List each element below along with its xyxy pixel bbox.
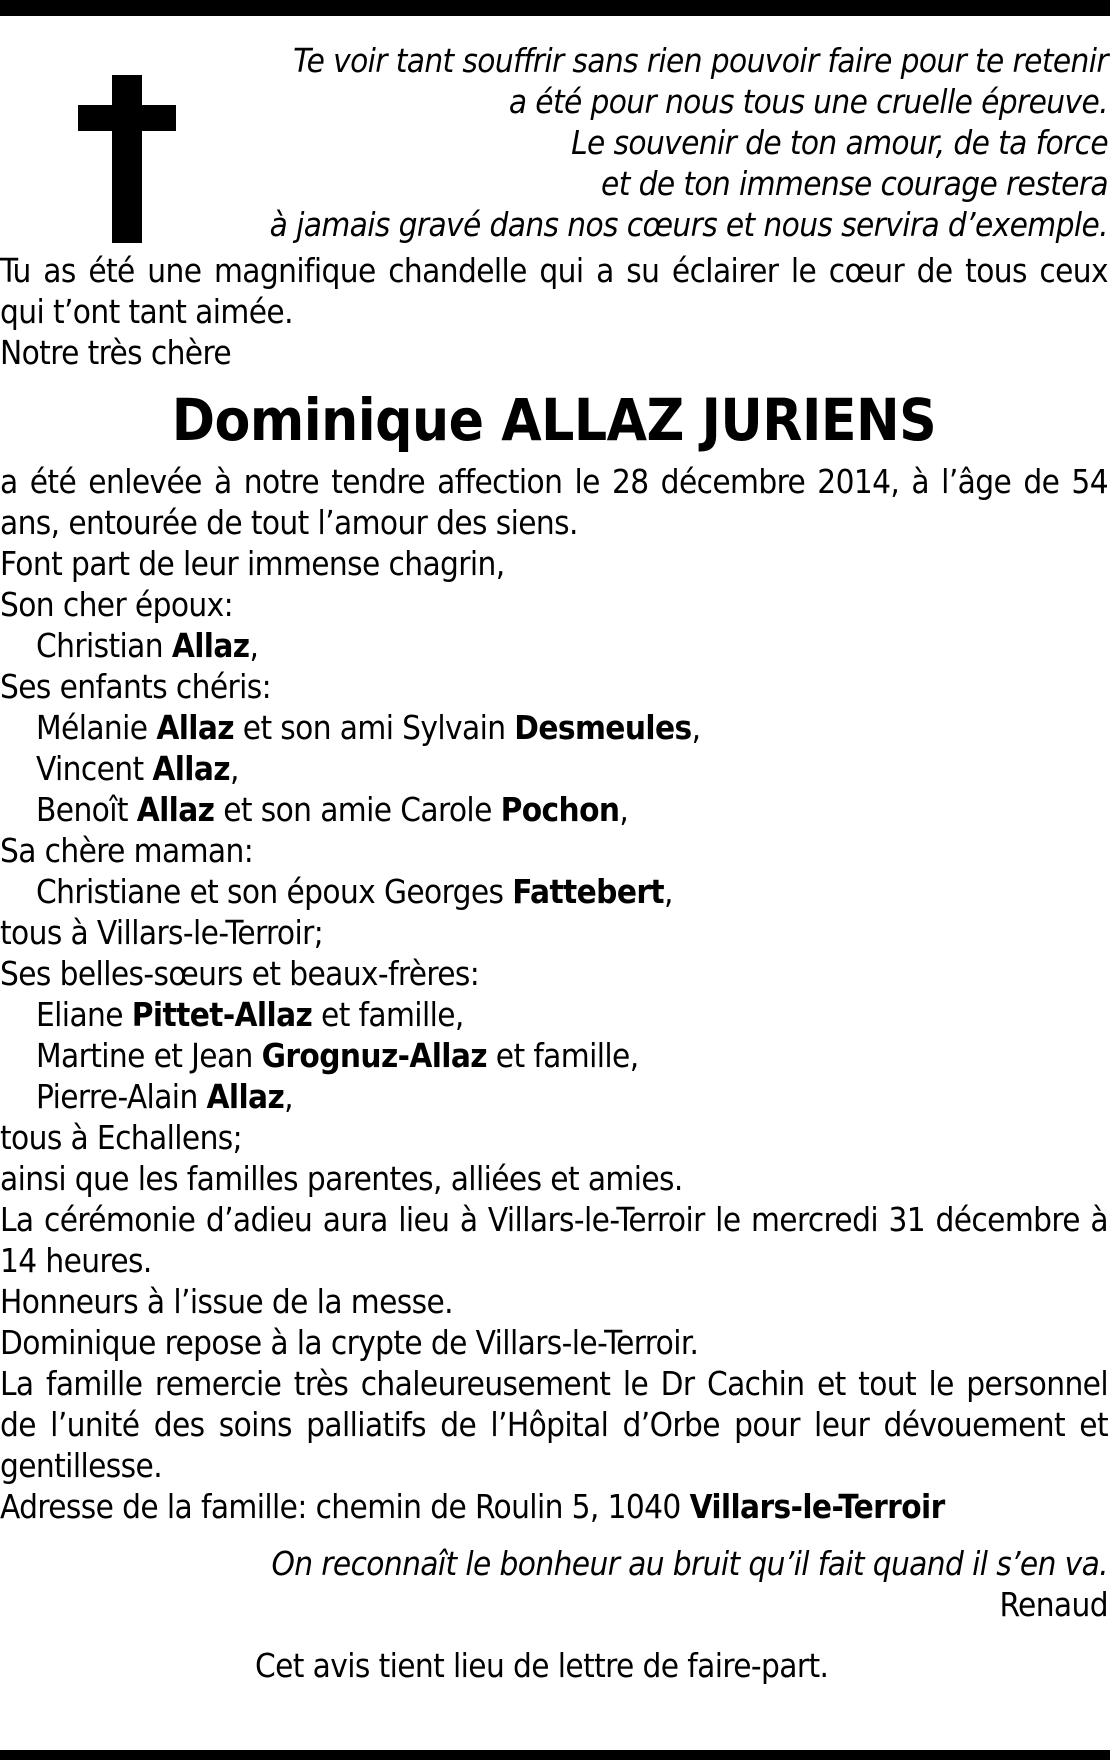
cross-icon — [78, 75, 176, 243]
intro-text-2: Notre très chère — [0, 333, 232, 372]
poem-line: Te voir tant souffrir sans rien pouvoir faire pour te retenir — [293, 41, 1108, 80]
thanks-text: La famille remercie très chaleureusement le Dr Cachin et tout le personnel de l’unité des soins palliatifs de l’Hôpital d’Orbe pour leur dévouement et gentillesse. — [0, 1364, 1108, 1485]
grief-text: Font part de leur immense chagrin, — [0, 544, 505, 583]
child-line: Vincent Allaz, — [36, 749, 239, 788]
inlaw-line: Eliane Pittet-Allaz et famille, — [36, 995, 464, 1034]
poem-line: Le souvenir de ton amour, de ta force — [571, 123, 1108, 162]
mother-line: Christiane et son époux Georges Fattebert, — [36, 872, 673, 911]
footer-note: Cet avis tient lieu de lettre de faire-part. — [255, 1646, 829, 1685]
poem-line: a été pour nous tous une cruelle épreuve. — [508, 82, 1108, 121]
child-line: Mélanie Allaz et son ami Sylvain Desmeules, — [36, 708, 701, 747]
spouse-label: Son cher époux: — [0, 585, 233, 624]
closing-quote: On reconnaît le bonheur au bruit qu’il fait quand il s’en va. — [271, 1544, 1108, 1583]
bottom-rule — [0, 1750, 1110, 1760]
notice-header — [0, 30, 1108, 250]
others-line: ainsi que les familles parentes, alliées et amies. — [0, 1159, 683, 1198]
child-line: Benoît Allaz et son amie Carole Pochon, — [36, 790, 629, 829]
obituary-notice — [0, 30, 1108, 1686]
top-rule — [0, 0, 1110, 16]
poem-line: et de ton immense courage restera — [601, 164, 1108, 203]
inlaw-line: Martine et Jean Grognuz-Allaz et famille, — [36, 1036, 639, 1075]
place-line: tous à Villars-le-Terroir; — [0, 913, 324, 952]
intro-text: Tu as été une magnifique chandelle qui a su éclairer le cœur de tous ceux qui t’ont tant aimée. — [0, 251, 1108, 331]
poem — [270, 40, 1108, 245]
family-address: Adresse de la famille: chemin de Roulin 5, 1040 Villars-le-Terroir — [0, 1487, 945, 1526]
announcement: a été enlevée à notre tendre affection le 28 décembre 2014, à l’âge de 54 ans, entourée de tout l’amour des siens. — [0, 462, 1108, 542]
rest-text: Dominique repose à la crypte de Villars-le-Terroir. — [0, 1323, 699, 1362]
poem-line: à jamais gravé dans nos cœurs et nous servira d’exemple. — [269, 205, 1108, 244]
children-label: Ses enfants chéris: — [0, 667, 272, 706]
deceased-name: Dominique ALLAZ JURIENS — [171, 386, 937, 454]
place-line: tous à Echallens; — [0, 1118, 243, 1157]
honours-text: Honneurs à l’issue de la messe. — [0, 1282, 453, 1321]
inlaw-line: Pierre-Alain Allaz, — [36, 1077, 293, 1116]
inlaws-label: Ses belles-sœurs et beaux-frères: — [0, 954, 480, 993]
mother-label: Sa chère maman: — [0, 831, 254, 870]
quote-author: Renaud — [999, 1585, 1108, 1624]
ceremony-text: La cérémonie d’adieu aura lieu à Villars-le-Terroir le mercredi 31 décembre à 14 heures. — [0, 1200, 1108, 1280]
spouse-line: Christian Allaz, — [36, 626, 259, 665]
